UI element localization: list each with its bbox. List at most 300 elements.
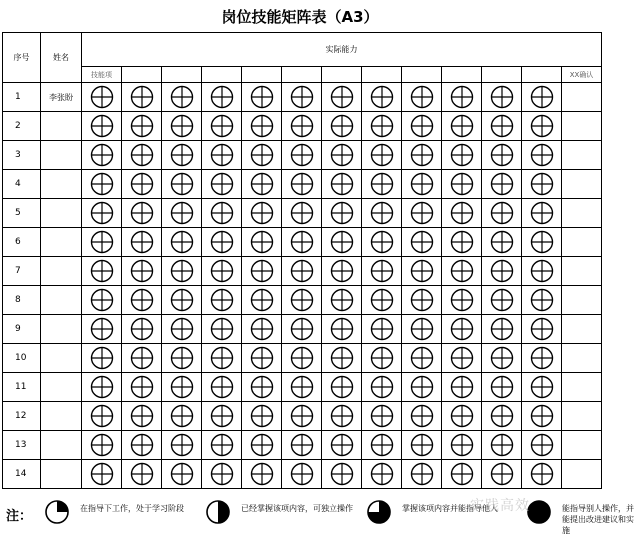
skill-cell[interactable]: [522, 228, 562, 257]
skill-cell[interactable]: [322, 112, 362, 141]
skill-cell[interactable]: [282, 315, 322, 344]
crosshair-circle-icon: [530, 230, 554, 254]
skill-cell[interactable]: [522, 460, 562, 489]
crosshair-circle-icon: [370, 375, 394, 399]
skill-cell[interactable]: [442, 228, 482, 257]
skill-cell[interactable]: [322, 199, 362, 228]
skill-cell[interactable]: [82, 170, 122, 199]
table-row: [3, 344, 602, 373]
row-name[interactable]: [41, 141, 82, 170]
confirm-cell[interactable]: [562, 112, 602, 141]
crosshair-circle-icon: [90, 317, 114, 341]
crosshair-circle-icon: [250, 433, 274, 457]
skill-cell[interactable]: [402, 228, 442, 257]
skill-column-header: [522, 67, 562, 83]
skill-cell[interactable]: [482, 344, 522, 373]
table-row: [3, 83, 602, 112]
skill-cell[interactable]: [402, 431, 442, 460]
skill-cell[interactable]: [282, 460, 322, 489]
crosshair-circle-icon: [450, 404, 474, 428]
skill-cell[interactable]: [322, 228, 362, 257]
skill-cell[interactable]: [322, 373, 362, 402]
skill-cell[interactable]: [362, 402, 402, 431]
crosshair-circle-icon: [170, 346, 194, 370]
confirm-cell[interactable]: [562, 402, 602, 431]
confirm-header: XX确认: [562, 67, 602, 83]
confirm-cell[interactable]: [562, 315, 602, 344]
skill-cell[interactable]: [202, 315, 242, 344]
skill-cell[interactable]: [402, 286, 442, 315]
skill-cell[interactable]: [442, 286, 482, 315]
crosshair-circle-icon: [90, 404, 114, 428]
crosshair-circle-icon: [90, 433, 114, 457]
skill-cell[interactable]: [162, 315, 202, 344]
row-name[interactable]: [41, 344, 82, 373]
crosshair-circle-icon: [410, 172, 434, 196]
skill-cell[interactable]: [482, 83, 522, 112]
skill-cell[interactable]: [402, 373, 442, 402]
skill-cell[interactable]: [322, 170, 362, 199]
table-row: [3, 460, 602, 489]
skill-cell[interactable]: [242, 344, 282, 373]
confirm-cell[interactable]: [562, 83, 602, 112]
crosshair-circle-icon: [410, 462, 434, 486]
crosshair-circle-icon: [210, 462, 234, 486]
three-quarter-filled-circle-icon: [366, 499, 392, 525]
crosshair-circle-icon: [370, 143, 394, 167]
skill-cell[interactable]: [442, 373, 482, 402]
crosshair-circle-icon: [450, 85, 474, 109]
crosshair-circle-icon: [450, 201, 474, 225]
skill-cell[interactable]: [82, 315, 122, 344]
skill-cell[interactable]: [82, 402, 122, 431]
table-row: [3, 228, 602, 257]
skill-cell[interactable]: [242, 199, 282, 228]
crosshair-circle-icon: [210, 143, 234, 167]
skill-cell[interactable]: [82, 257, 122, 286]
crosshair-circle-icon: [370, 114, 394, 138]
skill-cell[interactable]: [442, 141, 482, 170]
row-seq: 4: [3, 170, 41, 199]
legend-item: [205, 491, 355, 537]
skill-cell[interactable]: [482, 141, 522, 170]
crosshair-circle-icon: [170, 85, 194, 109]
skill-cell[interactable]: [202, 286, 242, 315]
skill-column-header: [122, 67, 162, 83]
row-seq: 12: [3, 402, 41, 431]
skill-cell[interactable]: [202, 141, 242, 170]
row-seq: 6: [3, 228, 41, 257]
crosshair-circle-icon: [90, 143, 114, 167]
skill-cell[interactable]: [482, 460, 522, 489]
skill-cell[interactable]: [202, 431, 242, 460]
skill-cell[interactable]: [402, 257, 442, 286]
skill-cell[interactable]: [482, 257, 522, 286]
skill-cell[interactable]: [242, 460, 282, 489]
skill-cell[interactable]: [282, 257, 322, 286]
confirm-cell[interactable]: [562, 373, 602, 402]
confirm-cell[interactable]: [562, 431, 602, 460]
skill-cell[interactable]: [482, 431, 522, 460]
crosshair-circle-icon: [530, 375, 554, 399]
crosshair-circle-icon: [450, 172, 474, 196]
skill-cell[interactable]: [482, 315, 522, 344]
crosshair-circle-icon: [250, 230, 274, 254]
table-row: [3, 373, 602, 402]
crosshair-circle-icon: [170, 375, 194, 399]
skill-cell[interactable]: [82, 344, 122, 373]
ability-header: 实际能力: [82, 33, 602, 67]
skill-cell[interactable]: [122, 83, 162, 112]
crosshair-circle-icon: [290, 404, 314, 428]
skill-cell[interactable]: [402, 315, 442, 344]
skill-cell[interactable]: [522, 286, 562, 315]
confirm-cell[interactable]: [562, 199, 602, 228]
crosshair-circle-icon: [330, 288, 354, 312]
crosshair-circle-icon: [450, 259, 474, 283]
crosshair-circle-icon: [170, 404, 194, 428]
row-seq: 9: [3, 315, 41, 344]
skill-cell[interactable]: [242, 83, 282, 112]
confirm-cell[interactable]: [562, 170, 602, 199]
crosshair-circle-icon: [370, 288, 394, 312]
crosshair-circle-icon: [370, 404, 394, 428]
skill-cell[interactable]: [202, 228, 242, 257]
crosshair-circle-icon: [210, 404, 234, 428]
table-row: [3, 257, 602, 286]
skill-cell[interactable]: [482, 199, 522, 228]
crosshair-circle-icon: [250, 346, 274, 370]
skill-cell[interactable]: [522, 199, 562, 228]
skill-cell[interactable]: [282, 141, 322, 170]
crosshair-circle-icon: [530, 404, 554, 428]
skill-cell[interactable]: [482, 170, 522, 199]
crosshair-circle-icon: [410, 85, 434, 109]
skill-cell[interactable]: [162, 199, 202, 228]
sheet-title: 岗位技能矩阵表（A3）: [221, 8, 379, 26]
row-seq: 5: [3, 199, 41, 228]
row-name[interactable]: 李张盼: [41, 83, 82, 112]
legend-item: [44, 491, 194, 537]
row-seq: 8: [3, 286, 41, 315]
crosshair-circle-icon: [290, 288, 314, 312]
skill-cell[interactable]: [522, 257, 562, 286]
skill-column-header: [362, 67, 402, 83]
skill-cell[interactable]: [482, 286, 522, 315]
skill-cell[interactable]: [522, 112, 562, 141]
skill-cell[interactable]: [322, 344, 362, 373]
skill-cell[interactable]: [522, 170, 562, 199]
skill-cell[interactable]: [122, 141, 162, 170]
row-name[interactable]: [41, 228, 82, 257]
skill-cell[interactable]: [162, 402, 202, 431]
skill-cell[interactable]: [122, 199, 162, 228]
crosshair-circle-icon: [210, 433, 234, 457]
skill-cell[interactable]: [322, 402, 362, 431]
skill-cell[interactable]: [242, 257, 282, 286]
skill-column-header: [482, 67, 522, 83]
skill-cell[interactable]: [322, 431, 362, 460]
skill-cell[interactable]: [82, 228, 122, 257]
crosshair-circle-icon: [130, 375, 154, 399]
skill-cell[interactable]: [242, 170, 282, 199]
crosshair-circle-icon: [410, 346, 434, 370]
skill-cell[interactable]: [522, 431, 562, 460]
crosshair-circle-icon: [370, 230, 394, 254]
crosshair-circle-icon: [530, 172, 554, 196]
skill-cell[interactable]: [322, 83, 362, 112]
skill-cell[interactable]: [202, 460, 242, 489]
skill-cell[interactable]: [362, 431, 402, 460]
crosshair-circle-icon: [210, 317, 234, 341]
skill-cell[interactable]: [82, 112, 122, 141]
name-header: 姓名: [41, 33, 82, 83]
skill-cell[interactable]: [122, 315, 162, 344]
confirm-cell[interactable]: [562, 228, 602, 257]
row-name[interactable]: [41, 315, 82, 344]
skill-cell[interactable]: [322, 141, 362, 170]
skill-cell[interactable]: [402, 83, 442, 112]
skill-cell[interactable]: [162, 83, 202, 112]
skill-cell[interactable]: [202, 170, 242, 199]
crosshair-circle-icon: [290, 201, 314, 225]
skill-cell[interactable]: [162, 257, 202, 286]
skill-cell[interactable]: [202, 83, 242, 112]
crosshair-circle-icon: [170, 172, 194, 196]
skill-cell[interactable]: [282, 83, 322, 112]
skill-cell[interactable]: [482, 373, 522, 402]
row-name[interactable]: [41, 257, 82, 286]
skill-cell[interactable]: [522, 141, 562, 170]
confirm-cell[interactable]: [562, 344, 602, 373]
skill-cell[interactable]: [442, 199, 482, 228]
skill-column-header: [402, 67, 442, 83]
crosshair-circle-icon: [370, 462, 394, 486]
crosshair-circle-icon: [410, 201, 434, 225]
row-name[interactable]: [41, 431, 82, 460]
skill-cell[interactable]: [242, 286, 282, 315]
skill-cell[interactable]: [242, 141, 282, 170]
skill-cell[interactable]: [282, 344, 322, 373]
confirm-cell[interactable]: [562, 257, 602, 286]
skill-cell[interactable]: [162, 286, 202, 315]
skill-cell[interactable]: [442, 257, 482, 286]
row-name[interactable]: [41, 460, 82, 489]
skill-cell[interactable]: [362, 286, 402, 315]
skill-cell[interactable]: [362, 344, 402, 373]
confirm-cell[interactable]: [562, 141, 602, 170]
crosshair-circle-icon: [410, 143, 434, 167]
skill-cell[interactable]: [162, 344, 202, 373]
crosshair-circle-icon: [330, 404, 354, 428]
skill-cell[interactable]: [122, 402, 162, 431]
skill-cell[interactable]: [242, 315, 282, 344]
crosshair-circle-icon: [170, 317, 194, 341]
crosshair-circle-icon: [410, 114, 434, 138]
row-name[interactable]: [41, 373, 82, 402]
crosshair-circle-icon: [530, 114, 554, 138]
skill-cell[interactable]: [242, 402, 282, 431]
confirm-cell[interactable]: [562, 460, 602, 489]
crosshair-circle-icon: [250, 201, 274, 225]
skill-cell[interactable]: [162, 112, 202, 141]
skill-cell[interactable]: [202, 402, 242, 431]
skill-cell[interactable]: [282, 373, 322, 402]
skill-cell[interactable]: [402, 199, 442, 228]
skill-cell[interactable]: [482, 402, 522, 431]
skill-column-header: [162, 67, 202, 83]
skill-cell[interactable]: [162, 141, 202, 170]
skill-cell[interactable]: [122, 170, 162, 199]
crosshair-circle-icon: [370, 85, 394, 109]
crosshair-circle-icon: [290, 114, 314, 138]
row-name[interactable]: [41, 402, 82, 431]
row-name[interactable]: [41, 286, 82, 315]
skill-cell[interactable]: [82, 373, 122, 402]
skill-cell[interactable]: [362, 228, 402, 257]
skill-cell[interactable]: [82, 286, 122, 315]
skill-cell[interactable]: [322, 286, 362, 315]
skill-cell[interactable]: [122, 373, 162, 402]
skill-cell[interactable]: [162, 460, 202, 489]
skill-cell[interactable]: [442, 460, 482, 489]
row-name[interactable]: [41, 170, 82, 199]
skill-cell[interactable]: [402, 344, 442, 373]
skill-cell[interactable]: [82, 83, 122, 112]
skill-cell[interactable]: [162, 431, 202, 460]
skill-cell[interactable]: [362, 460, 402, 489]
skill-cell[interactable]: [362, 199, 402, 228]
table-row: [3, 199, 602, 228]
legend-text: 在指导下工作，处于学习阶段: [80, 504, 184, 513]
crosshair-circle-icon: [450, 114, 474, 138]
skill-cell[interactable]: [122, 257, 162, 286]
skill-cell[interactable]: [362, 170, 402, 199]
skill-cell[interactable]: [362, 373, 402, 402]
skill-cell[interactable]: [282, 228, 322, 257]
skill-cell[interactable]: [522, 83, 562, 112]
crosshair-circle-icon: [290, 462, 314, 486]
crosshair-circle-icon: [250, 462, 274, 486]
skill-cell[interactable]: [322, 460, 362, 489]
skill-cell[interactable]: [202, 344, 242, 373]
skill-cell[interactable]: [442, 83, 482, 112]
skill-cell[interactable]: [402, 112, 442, 141]
skill-cell[interactable]: [202, 199, 242, 228]
crosshair-circle-icon: [490, 433, 514, 457]
crosshair-circle-icon: [210, 346, 234, 370]
skill-cell[interactable]: [82, 460, 122, 489]
skill-cell[interactable]: [162, 228, 202, 257]
skill-cell[interactable]: [282, 170, 322, 199]
skill-cell[interactable]: [442, 170, 482, 199]
skill-cell[interactable]: [242, 228, 282, 257]
crosshair-circle-icon: [250, 404, 274, 428]
table-row: [3, 286, 602, 315]
skill-cell[interactable]: [82, 431, 122, 460]
row-name[interactable]: [41, 112, 82, 141]
skill-cell[interactable]: [202, 112, 242, 141]
crosshair-circle-icon: [130, 259, 154, 283]
skill-cell[interactable]: [202, 373, 242, 402]
crosshair-circle-icon: [410, 230, 434, 254]
crosshair-circle-icon: [290, 433, 314, 457]
skill-cell[interactable]: [442, 431, 482, 460]
skill-cell[interactable]: [82, 141, 122, 170]
skill-cell[interactable]: [362, 141, 402, 170]
skill-cell[interactable]: [322, 257, 362, 286]
skill-cell[interactable]: [362, 257, 402, 286]
skill-cell[interactable]: [482, 112, 522, 141]
skill-cell[interactable]: [522, 344, 562, 373]
skill-cell[interactable]: [402, 460, 442, 489]
crosshair-circle-icon: [450, 462, 474, 486]
skill-cell[interactable]: [402, 170, 442, 199]
crosshair-circle-icon: [170, 201, 194, 225]
skill-cell[interactable]: [442, 112, 482, 141]
crosshair-circle-icon: [210, 288, 234, 312]
crosshair-circle-icon: [490, 143, 514, 167]
skill-cell[interactable]: [282, 199, 322, 228]
skill-cell[interactable]: [122, 460, 162, 489]
crosshair-circle-icon: [530, 462, 554, 486]
skill-cell[interactable]: [362, 83, 402, 112]
skill-cell[interactable]: [122, 431, 162, 460]
skill-cell[interactable]: [402, 141, 442, 170]
skill-cell[interactable]: [282, 402, 322, 431]
skill-cell[interactable]: [282, 286, 322, 315]
skill-cell[interactable]: [362, 112, 402, 141]
skill-cell[interactable]: [122, 228, 162, 257]
crosshair-circle-icon: [530, 317, 554, 341]
skill-cell[interactable]: [122, 112, 162, 141]
skill-cell[interactable]: [522, 402, 562, 431]
skill-cell[interactable]: [162, 373, 202, 402]
skill-cell[interactable]: [522, 315, 562, 344]
table-row: [3, 141, 602, 170]
table-row: [3, 112, 602, 141]
crosshair-circle-icon: [250, 259, 274, 283]
skill-cell[interactable]: [202, 257, 242, 286]
skill-cell[interactable]: [282, 112, 322, 141]
skill-cell[interactable]: [402, 402, 442, 431]
skill-cell[interactable]: [242, 112, 282, 141]
crosshair-circle-icon: [130, 201, 154, 225]
crosshair-circle-icon: [370, 346, 394, 370]
crosshair-circle-icon: [250, 85, 274, 109]
skill-cell[interactable]: [322, 315, 362, 344]
skill-cell[interactable]: [442, 315, 482, 344]
skill-cell[interactable]: [522, 373, 562, 402]
skill-cell[interactable]: [242, 373, 282, 402]
skill-cell[interactable]: [242, 431, 282, 460]
skill-cell[interactable]: [122, 344, 162, 373]
skill-cell[interactable]: [122, 286, 162, 315]
skill-cell[interactable]: [482, 228, 522, 257]
skill-cell[interactable]: [82, 199, 122, 228]
crosshair-circle-icon: [170, 288, 194, 312]
skill-cell[interactable]: [442, 344, 482, 373]
skill-cell[interactable]: [362, 315, 402, 344]
row-name[interactable]: [41, 199, 82, 228]
skill-cell[interactable]: [282, 431, 322, 460]
crosshair-circle-icon: [250, 114, 274, 138]
crosshair-circle-icon: [490, 462, 514, 486]
skill-cell[interactable]: [162, 170, 202, 199]
skill-cell[interactable]: [442, 402, 482, 431]
confirm-cell[interactable]: [562, 286, 602, 315]
crosshair-circle-icon: [410, 317, 434, 341]
